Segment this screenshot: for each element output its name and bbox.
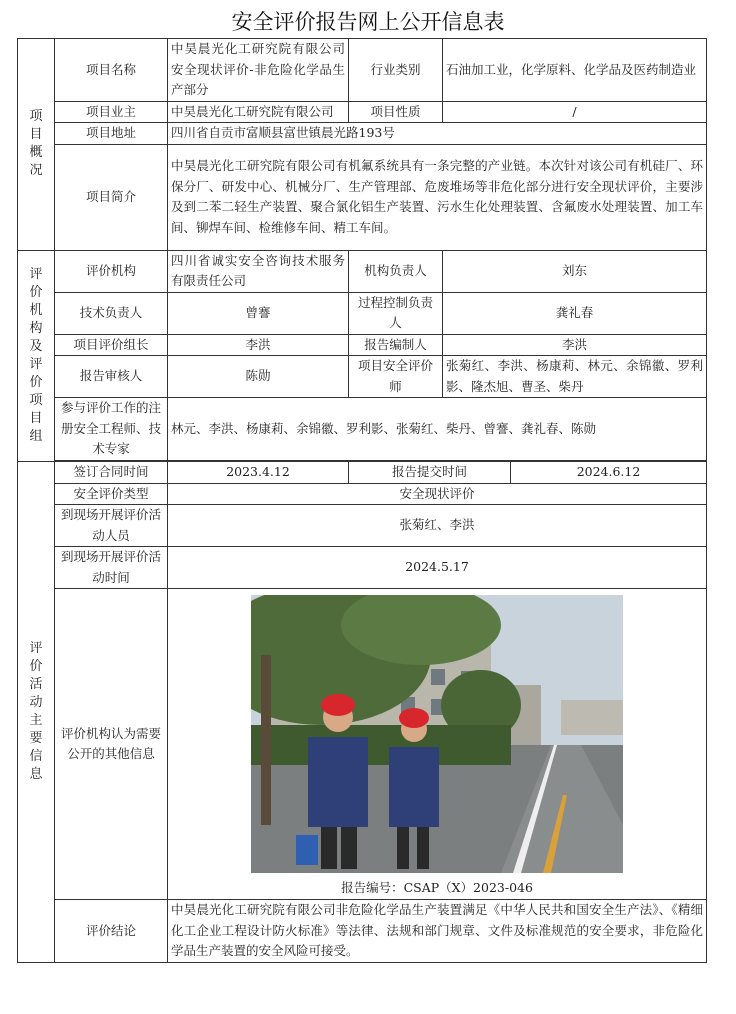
tech-head: 曾謇 — [168, 292, 349, 334]
section-activity: 评价活动主要信息 — [18, 462, 55, 963]
process-head-label: 过程控制负责人 — [349, 292, 443, 334]
site-time-label: 到现场开展评价活动时间 — [55, 547, 168, 589]
contract-date-label: 签订合同时间 — [55, 462, 168, 484]
owner-label: 项目业主 — [55, 101, 168, 123]
site-visit-photo — [251, 595, 623, 873]
eval-type: 安全现状评价 — [168, 483, 707, 505]
page-title: 安全评价报告网上公开信息表 — [231, 10, 505, 34]
conclusion: 中昊晨光化工研究院有限公司非危险化学品生产装置满足《中华人民共和国安全生产法》、《精细化工企业工程设计防火标准》等法律、法规和部门规章、文件及标准规范的安全要求，非危险化学品生产装置的安全风险可接受。 — [168, 900, 707, 963]
industry-label: 行业类别 — [349, 39, 443, 102]
tech-head-label: 技术负责人 — [55, 292, 168, 334]
section-overview: 项目概况 — [18, 39, 55, 251]
submit-date-label: 报告提交时间 — [349, 462, 511, 484]
process-head: 龚礼春 — [443, 292, 707, 334]
site-time: 2024.5.17 — [168, 547, 707, 589]
report-number: 报告编号：CSAP（X）2023-046 — [341, 880, 533, 895]
info-table — [17, 38, 707, 963]
project-name-label: 项目名称 — [55, 39, 168, 102]
site-staff-label: 到现场开展评价活动人员 — [55, 505, 168, 547]
project-name: 中昊晨光化工研究院有限公司安全现状评价-非危险化学品生产部分 — [168, 39, 349, 102]
reviewer: 陈勋 — [168, 356, 349, 398]
team-leader-label: 项目评价组长 — [55, 334, 168, 356]
submit-date: 2024.6.12 — [511, 462, 707, 484]
nature-label: 项目性质 — [349, 101, 443, 123]
site-staff: 张菊红、李洪 — [168, 505, 707, 547]
report-writer: 李洪 — [443, 334, 707, 356]
other-info-label: 评价机构认为需要公开的其他信息 — [55, 589, 168, 900]
conclusion-label: 评价结论 — [55, 900, 168, 963]
eval-type-label: 安全评价类型 — [55, 483, 168, 505]
address: 四川省自贡市富顺县富世镇晨光路193号 — [168, 123, 707, 145]
participants: 林元、李洪、杨康莉、余锦徽、罗利影、张菊红、柴丹、曾謇、龚礼春、陈勋 — [168, 398, 707, 461]
owner: 中昊晨光化工研究院有限公司 — [168, 101, 349, 123]
contract-date: 2023.4.12 — [168, 462, 349, 484]
agency-head: 刘东 — [443, 250, 707, 292]
agency-label: 评价机构 — [55, 250, 168, 292]
section-org: 评价机构及评价项目组 — [18, 250, 55, 462]
nature: / — [443, 101, 707, 123]
address-label: 项目地址 — [55, 123, 168, 145]
participants-label: 参与评价工作的注册安全工程师、技术专家 — [55, 398, 168, 461]
safety-assessors: 张菊红、李洪、杨康莉、林元、余锦徽、罗利影、隆杰旭、曹圣、柴丹 — [443, 356, 707, 398]
report-writer-label: 报告编制人 — [349, 334, 443, 356]
agency: 四川省诚实安全咨询技术服务有限责任公司 — [168, 250, 349, 292]
intro: 中昊晨光化工研究院有限公司有机氟系统具有一条完整的产业链。本次针对该公司有机硅厂、环保分厂、研发中心、机械分厂、生产管理部、危废堆场等非危化部分进行安全现状评价，主要涉及到二苯二轻生产装置、聚合氯化铝生产装置、污水生化处理装置、含氟废水处理装置、加工车间、铆焊车间、检维修车间、精工车间。 — [168, 144, 707, 250]
other-info — [168, 589, 707, 900]
agency-head-label: 机构负责人 — [349, 250, 443, 292]
team-leader: 李洪 — [168, 334, 349, 356]
industry: 石油加工业，化学原料、化学品及医药制造业 — [443, 39, 707, 102]
safety-assessors-label: 项目安全评价师 — [349, 356, 443, 398]
intro-label: 项目简介 — [55, 144, 168, 250]
reviewer-label: 报告审核人 — [55, 356, 168, 398]
